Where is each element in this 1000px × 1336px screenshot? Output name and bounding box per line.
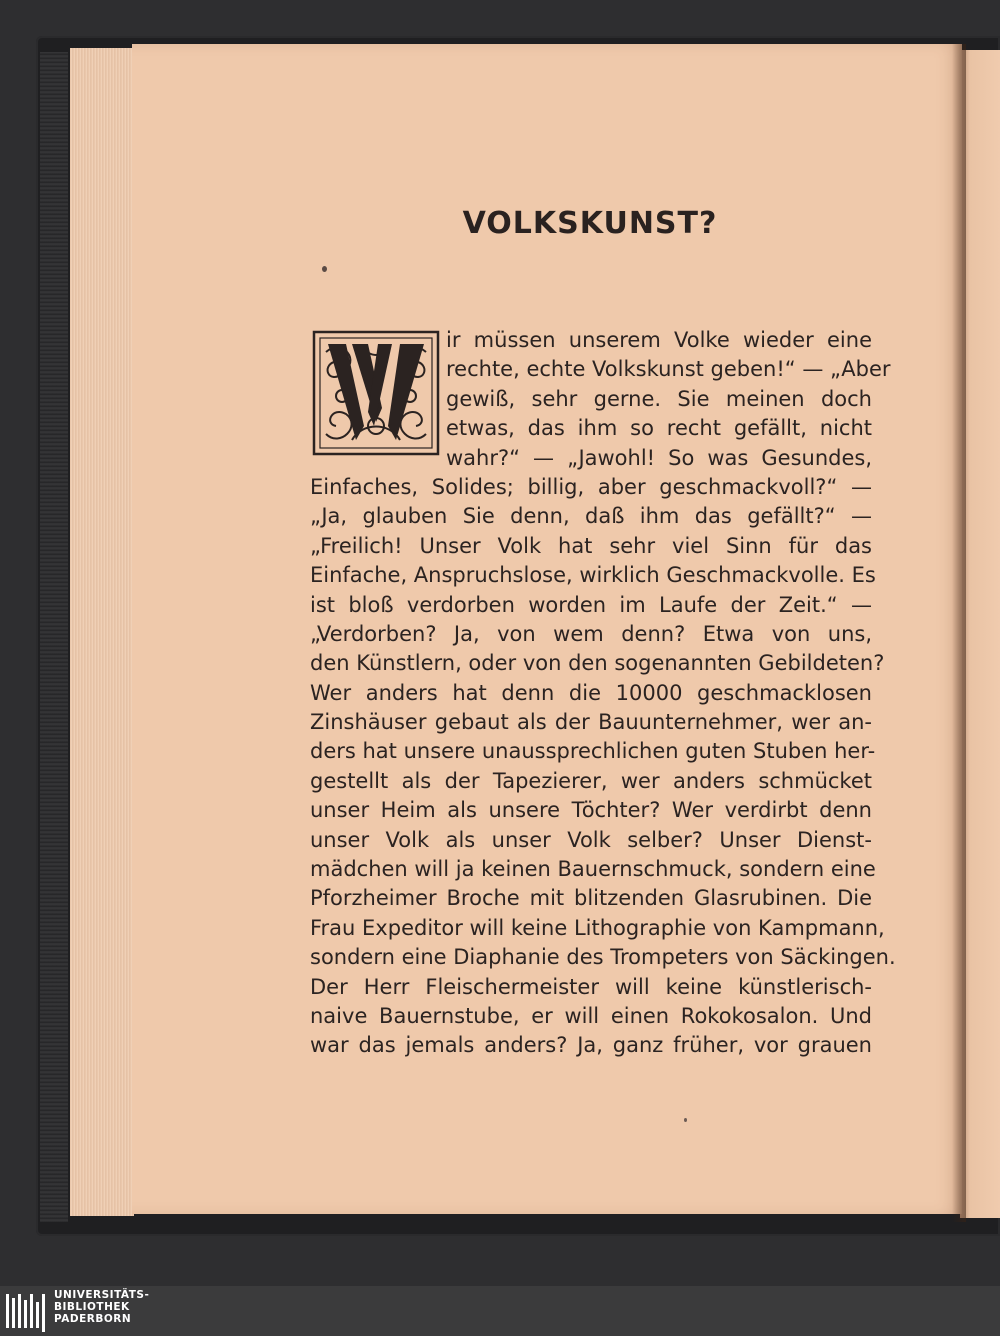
logo-line: UNIVERSITÄTS- bbox=[54, 1289, 150, 1301]
text-line: Zinshäuser gebaut als der Bauunternehmer, wer an- bbox=[310, 710, 872, 735]
text-line: Pforzheimer Broche mit blitzenden Glasrubinen. Die bbox=[310, 886, 872, 911]
text-line: ir müssen unserem Volke wieder eine bbox=[446, 328, 872, 352]
text-line: Wer anders hat denn die 10000 geschmacklosen bbox=[310, 680, 872, 705]
facing-page-edge bbox=[960, 50, 1000, 1218]
library-logo-text bbox=[54, 1289, 149, 1325]
text-line: „Verdorben? Ja, von wem denn? Etwa von uns, bbox=[310, 621, 872, 646]
drop-cap-letter: W bbox=[312, 330, 314, 331]
page-stack-edge bbox=[70, 48, 134, 1216]
ink-speck bbox=[322, 266, 327, 272]
text-line: rechte, echte Volkskunst geben!“ — „Aber bbox=[446, 357, 891, 382]
text-line: etwas, das ihm so recht gefällt, nicht bbox=[446, 416, 872, 441]
text-line: gestellt als der Tapezierer, wer anders schmücket bbox=[310, 768, 872, 793]
text-line: unser Heim als unsere Töchter? Wer verdirbt denn bbox=[310, 798, 872, 823]
text-line: Einfache, Anspruchslose, wirklich Geschmackvolle. Es bbox=[310, 563, 876, 588]
text-line: Der Herr Fleischermeister will keine künstlerisch- bbox=[310, 974, 872, 999]
text-line: sondern eine Diaphanie des Trompeters von Säckingen. bbox=[310, 945, 896, 970]
text-line: unser Volk als unser Volk selber? Unser Dienst- bbox=[310, 827, 872, 852]
text-line: ders hat unsere unaussprechlichen guten Stuben her- bbox=[310, 739, 876, 764]
chapter-title: VOLKSKUNST? bbox=[462, 206, 718, 241]
text-line: mädchen will ja keinen Bauernschmuck, sondern eine bbox=[310, 857, 876, 882]
text-line: „Ja, glauben Sie denn, daß ihm das gefällt?“ — bbox=[310, 504, 872, 529]
text-line: Frau Expeditor will keine Lithographie von Kampmann, bbox=[310, 915, 885, 940]
text-line: naive Bauernstube, er will einen Rokokosalon. Und bbox=[310, 1003, 872, 1028]
text-line: Einfaches, Solides; billig, aber geschmackvoll?“ — bbox=[310, 474, 872, 499]
body-text bbox=[310, 326, 896, 1061]
text-line: wahr?“ — „Jawohl! So was Gesundes, bbox=[446, 445, 872, 470]
text-line: den Künstlern, oder von den sogenannten Gebildeten? bbox=[310, 651, 885, 676]
text-line: ist bloß verdorben worden im Laufe der Zeit.“ — bbox=[310, 592, 872, 617]
footer-bar bbox=[0, 1286, 1000, 1336]
text-line: gewiß, sehr gerne. Sie meinen doch bbox=[446, 386, 872, 411]
library-logo-icon bbox=[4, 1290, 48, 1334]
cover-spine-texture bbox=[40, 52, 68, 1222]
logo-line: BIBLIOTHEK bbox=[54, 1301, 130, 1313]
logo-line: PADERBORN bbox=[54, 1313, 132, 1325]
ink-speck bbox=[684, 1118, 687, 1122]
page-gutter-shadow bbox=[952, 44, 966, 1222]
text-line: war das jemals anders? Ja, ganz früher, vor grauen bbox=[310, 1033, 872, 1058]
text-line: „Freilich! Unser Volk hat sehr viel Sinn für das bbox=[310, 533, 872, 558]
